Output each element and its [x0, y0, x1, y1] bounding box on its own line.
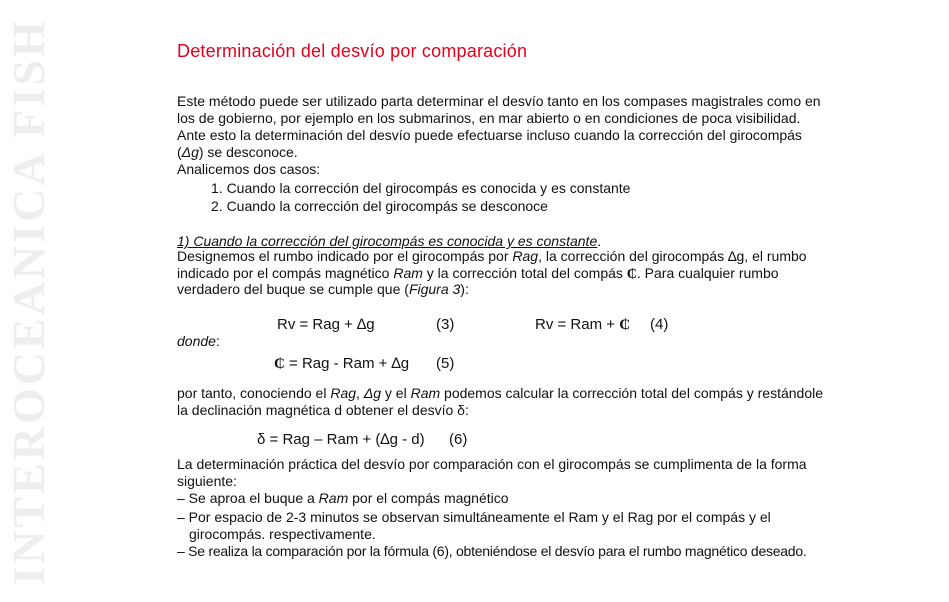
text-run: Designemos el rumbo indicado por el girocompás por — [177, 248, 513, 264]
step-2-line-2: girocompás. respectivamente. — [189, 526, 376, 542]
text-run: y el — [381, 385, 411, 401]
rag-term: Rag — [330, 385, 357, 401]
equation-5 — [274, 355, 409, 373]
total-correction-symbol: ₵ — [274, 356, 285, 372]
text-run: podemos calcular la corrección total del compás y restándole — [440, 385, 824, 401]
intro-line-1: Este método puede ser utilizado parta determinar el desvío tanto en los compases magistrales como en — [177, 93, 821, 109]
text-run: verdadero del buque se cumple que ( — [177, 281, 409, 297]
text-run: indicado por el compás magnético — [177, 265, 394, 281]
section-1-line-1 — [177, 248, 839, 265]
text-run: . Para cualquier rumbo — [636, 265, 779, 281]
text-run: , la corrección del girocompás ∆g, el rumbo — [538, 248, 807, 264]
equation-4-text: Rv = Ram + — [535, 316, 616, 333]
ram-term: Ram — [393, 265, 423, 281]
donde-label — [177, 333, 220, 350]
equation-3: Rv = Rag + ∆g — [277, 316, 375, 333]
text-run: por el compás magnético — [348, 490, 509, 506]
text-run: ): — [460, 281, 469, 297]
case-item-1: 1. Cuando la corrección del girocompás es conocida y es constante — [211, 180, 631, 196]
equation-6: δ = Rag – Ram + (∆g - d) — [257, 431, 425, 448]
step-1 — [177, 490, 509, 507]
figure-reference: Figura 3 — [408, 281, 461, 297]
step-3: – Se realiza la comparación por la fórmula (6), obteniéndose el desvío para el rumbo magnético deseado. — [177, 543, 807, 559]
intro-line-4 — [177, 144, 298, 161]
text-run: por tanto, conociendo el — [177, 385, 331, 401]
watermark-text: INTEROCEANICA FISH — [2, 17, 54, 585]
para-2-line-1 — [177, 385, 839, 402]
intro-line-2: los de gobierno, por ejemplo en los submarinos, en mar abierto o en condiciones de poca visibilidad. — [177, 110, 801, 126]
equation-4-number: (4) — [650, 316, 669, 333]
donde-colon: : — [215, 333, 220, 349]
para-3-line-1: La determinación práctica del desvío por comparación con el girocompás se cumplimenta de la forma — [177, 456, 807, 472]
rag-term: Rag — [512, 248, 539, 264]
text-run: , — [356, 385, 364, 401]
case-item-2: 2. Cuando la corrección del girocompás se desconoce — [211, 198, 548, 214]
equation-6-number: (6) — [449, 431, 468, 448]
para-3-line-2: siguiente: — [177, 473, 237, 489]
intro-line-3: Ante esto la determinación del desvío puede efectuarse incluso cuando la corrección del girocompás — [177, 127, 802, 143]
text-run: – Se aproa el buque a — [177, 490, 319, 506]
paren-open: ( — [177, 144, 182, 160]
equation-5-number: (5) — [436, 355, 455, 372]
equation-4 — [535, 316, 630, 334]
equation-5-text: = Rag - Ram + ∆g — [289, 355, 410, 372]
total-correction-symbol: ₵ — [626, 267, 637, 282]
equation-3-number: (3) — [436, 316, 455, 333]
donde-word: donde — [177, 333, 216, 349]
intro-line-5: Analicemos dos casos: — [177, 161, 321, 177]
total-correction-symbol: ₵ — [619, 317, 631, 333]
step-2-line-1: – Por espacio de 2-3 minutos se observan simultáneamente el Ram y el Rag por el compás y el — [177, 509, 771, 525]
page-title: Determinación del desvío por comparación — [177, 41, 528, 61]
delta-g-symbol: Δg — [181, 144, 199, 160]
text-run: y la corrección total del compás — [422, 265, 627, 281]
section-1-heading-dot: . — [597, 233, 602, 249]
delta-g-symbol: Δg — [363, 385, 381, 401]
section-1-heading-text: 1) Cuando la corrección del girocompás es conocida y es constante — [177, 233, 598, 249]
section-1-line-3 — [177, 281, 469, 298]
para-2-line-2: la declinación magnética d obtener el desvío δ: — [177, 402, 469, 418]
intro-line-4-text: ) se desconoce. — [198, 144, 298, 160]
watermark — [2, 0, 54, 602]
ram-term: Ram — [318, 490, 349, 506]
ram-term: Ram — [410, 385, 441, 401]
